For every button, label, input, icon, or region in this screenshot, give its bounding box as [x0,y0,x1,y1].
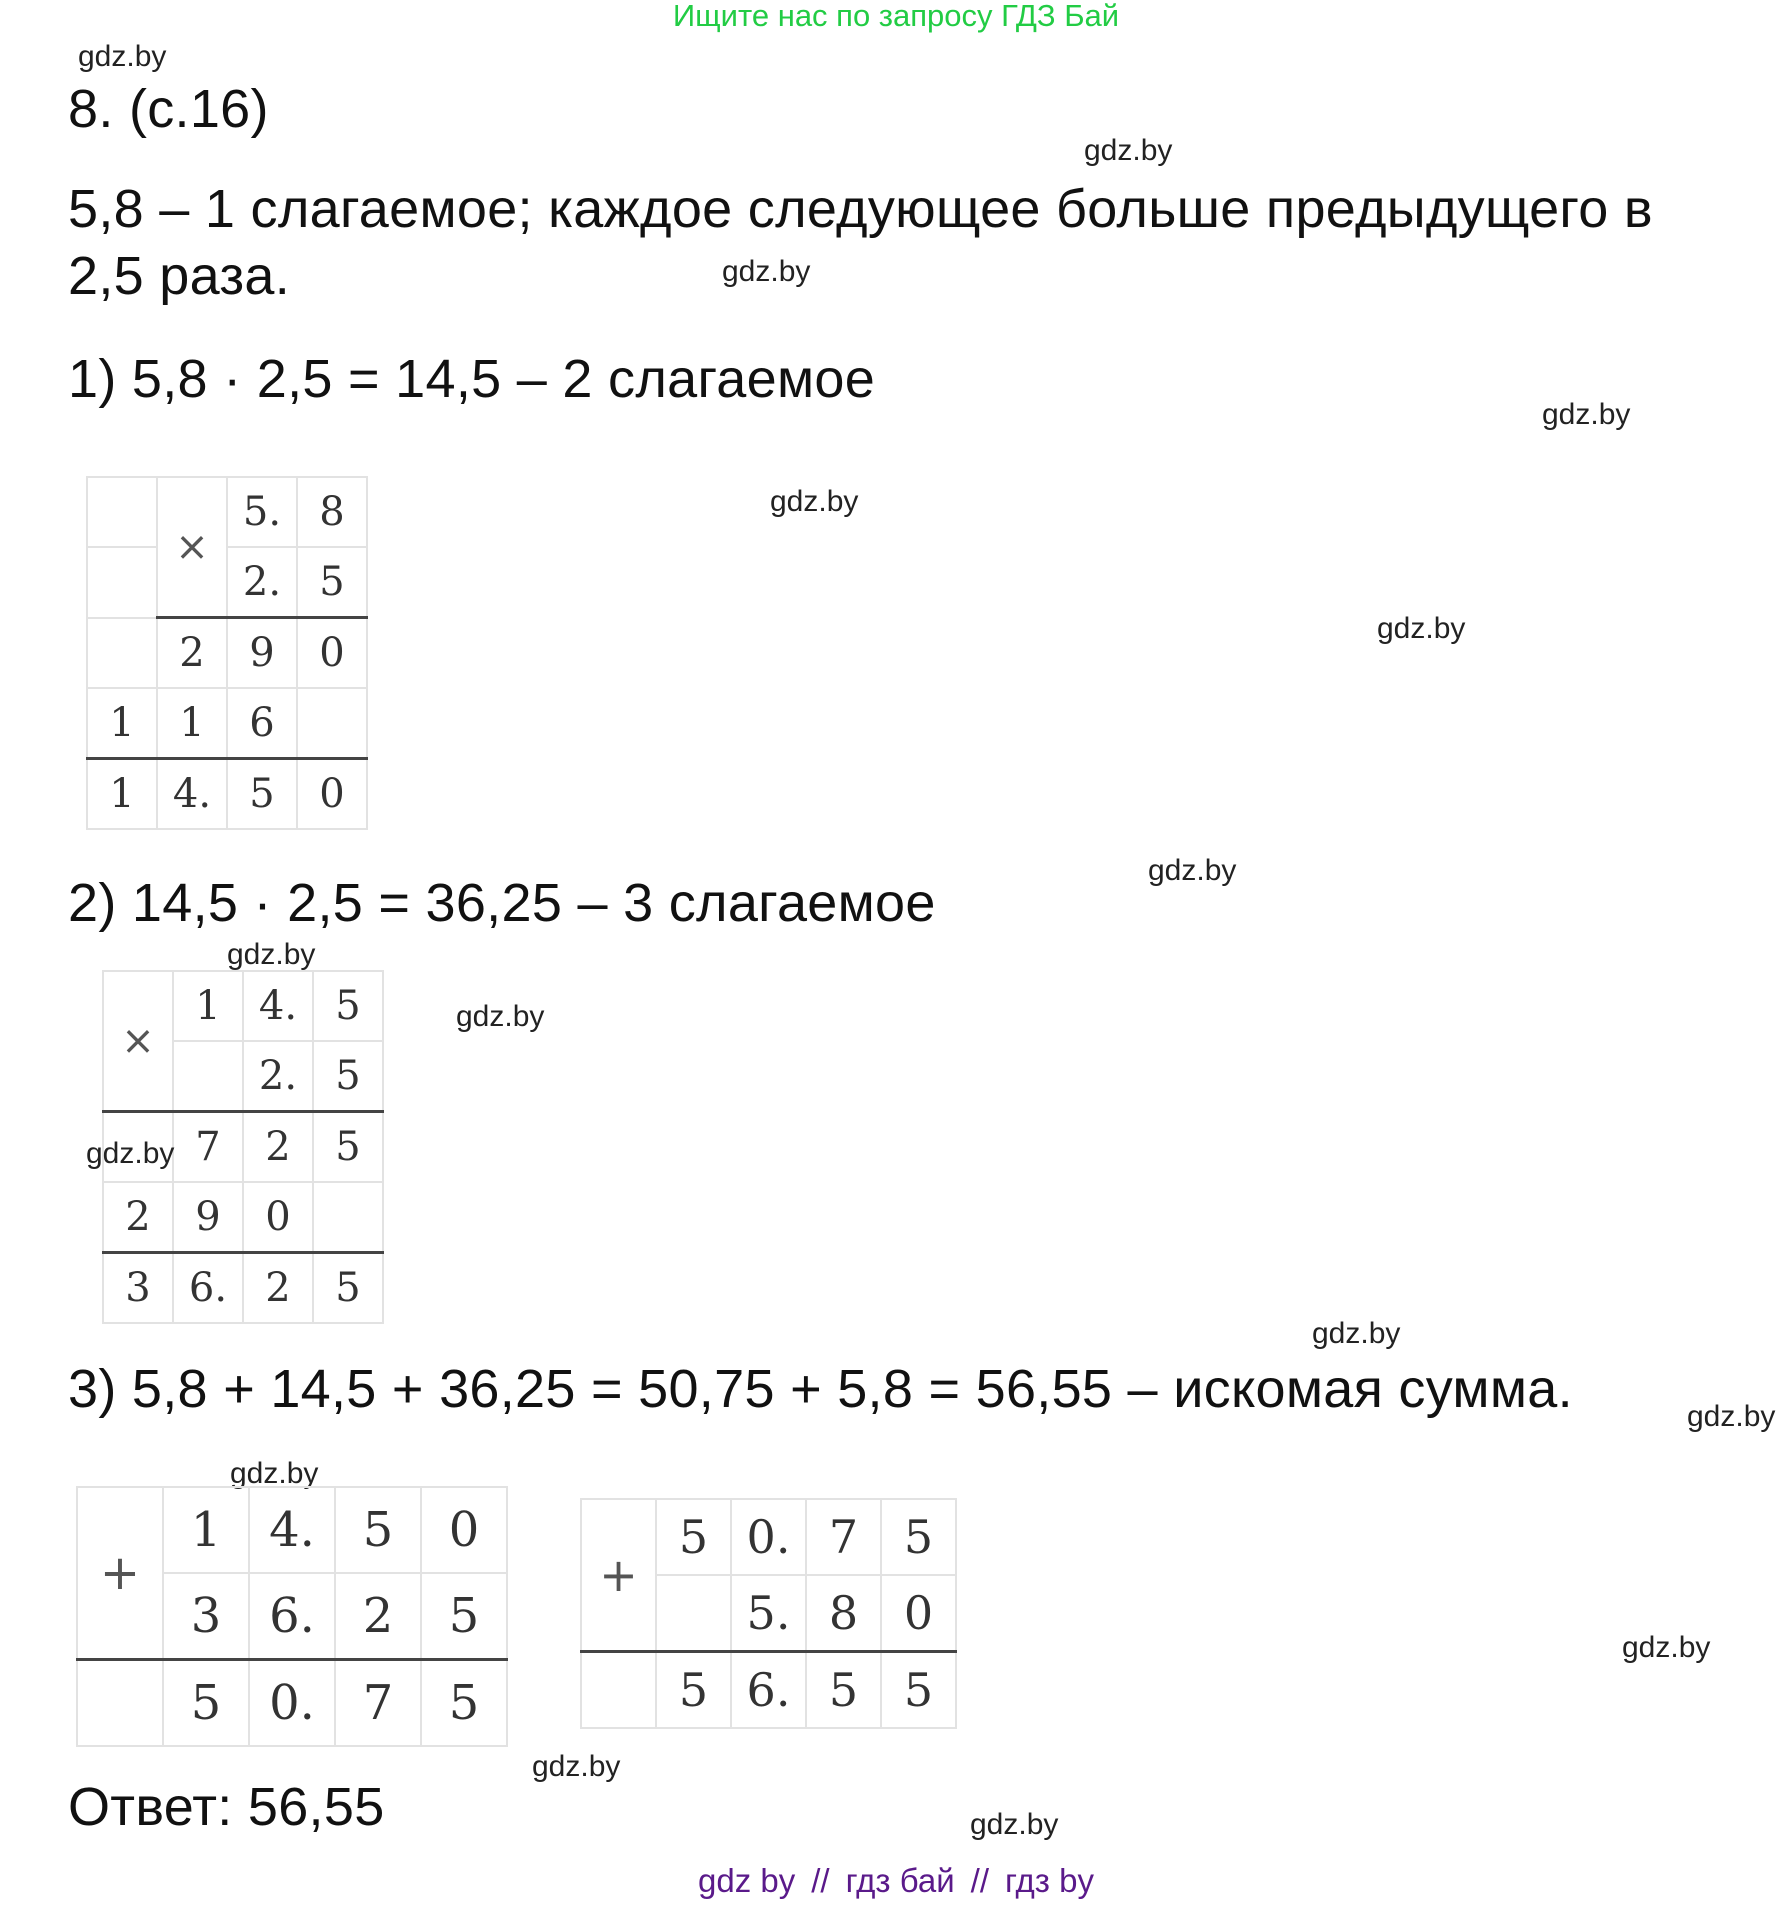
calc-cell: 5 [656,1499,731,1575]
footer-separator: // [970,1862,989,1899]
calc-cell: 8 [297,477,367,547]
calc-cell: 5 [313,1041,383,1112]
calc-cell: 2. [227,547,297,618]
answer: Ответ: 56,55 [68,1777,385,1837]
calc-cell: 3 [163,1573,249,1660]
calc-cell [297,688,367,759]
calc-cell [313,1182,383,1253]
calc-cell: 5 [806,1652,881,1729]
watermark: gdz.by [230,1457,319,1490]
watermark: gdz.by [456,1000,545,1033]
calc-cell: 5 [881,1499,956,1575]
calc-cell [581,1652,656,1729]
calc-cell: 6. [731,1652,806,1729]
multiplication-column-1 [86,476,368,830]
calc-cell: 4. [249,1487,335,1573]
footer-links [0,1862,1792,1900]
calc-cell: 2 [157,618,227,689]
calc-cell: 2 [103,1182,173,1253]
calc-cell: 0 [297,618,367,689]
calc-cell: 7 [806,1499,881,1575]
calc-cell [173,1041,243,1112]
calc-cell: 5 [421,1660,507,1747]
calc-cell: 8 [806,1575,881,1652]
calc-cell: 0 [421,1487,507,1573]
plus-sign-icon: + [77,1487,163,1660]
calc-cell: 9 [227,618,297,689]
calc-cell [87,547,157,618]
calc-cell: 5. [731,1575,806,1652]
watermark: gdz.by [1148,854,1237,887]
calc-cell: 5 [313,1253,383,1324]
calc-cell [87,477,157,547]
calc-cell: 6. [249,1573,335,1660]
calc-cell: 2 [243,1112,313,1183]
calc-cell: 5 [335,1487,421,1573]
watermark: gdz.by [1687,1400,1776,1433]
calc-cell: 5 [313,971,383,1041]
intro-line-1: 5,8 – 1 слагаемое; каждое следующее больше предыдущего в [68,179,1653,239]
calc-cell: 6. [173,1253,243,1324]
calc-cell: 0 [243,1182,313,1253]
calc-cell: 1 [87,688,157,759]
footer-link-gdz-bai[interactable]: гдз бай [845,1862,955,1899]
plus-sign-icon: + [581,1499,656,1652]
calc-cell: 0. [731,1499,806,1575]
step-1: 1) 5,8 · 2,5 = 14,5 – 2 слагаемое [68,349,876,409]
watermark: gdz.by [1542,398,1631,431]
search-banner: Ищите нас по запросу ГДЗ Бай [672,0,1120,33]
calc-cell [656,1575,731,1652]
calc-cell: 5 [313,1112,383,1183]
calc-cell: 4. [157,759,227,830]
calc-cell: 3 [103,1253,173,1324]
calc-cell [87,618,157,689]
calc-cell: 7 [335,1660,421,1747]
calc-cell: 7 [173,1112,243,1183]
calc-cell: 5 [163,1660,249,1747]
calc-cell: 6 [227,688,297,759]
addition-column-1 [76,1486,508,1747]
watermark: gdz.by [532,1750,621,1783]
calc-cell: 2 [243,1253,313,1324]
calc-cell: 9 [173,1182,243,1253]
step-2: 2) 14,5 · 2,5 = 36,25 – 3 слагаемое [68,873,936,933]
calc-cell: 5 [297,547,367,618]
step-3: 3) 5,8 + 14,5 + 36,25 = 50,75 + 5,8 = 56,55 – искомая сумма. [68,1359,1573,1419]
calc-cell: 4. [243,971,313,1041]
watermark: gdz.by [770,485,859,518]
calc-cell: 5 [227,759,297,830]
watermark: gdz.by [227,938,316,971]
calc-cell: 0 [881,1575,956,1652]
calc-cell: 2 [335,1573,421,1660]
calc-cell: 0 [297,759,367,830]
calc-cell: 1 [173,971,243,1041]
multiply-sign-icon: × [157,477,227,618]
watermark: gdz.by [1377,612,1466,645]
calc-cell: 1 [157,688,227,759]
watermark: gdz.by [1312,1317,1401,1350]
calc-cell: 1 [87,759,157,830]
footer-link-gdz-by[interactable]: gdz by [698,1862,796,1899]
calc-cell: 1 [163,1487,249,1573]
watermark: gdz.by [970,1808,1059,1841]
calc-cell: 5. [227,477,297,547]
calc-cell [77,1660,163,1747]
watermark: gdz.by [78,40,167,73]
watermark: gdz.by [86,1137,175,1170]
calc-cell: 5 [421,1573,507,1660]
watermark: gdz.by [1084,134,1173,167]
calc-cell: 5 [656,1652,731,1729]
footer-link-gdz-by-cyr[interactable]: гдз by [1005,1862,1094,1899]
multiply-sign-icon: × [103,971,173,1112]
calc-cell: 5 [881,1652,956,1729]
exercise-heading: 8. (с.16) [68,79,269,139]
footer-separator: // [811,1862,830,1899]
calc-cell: 2. [243,1041,313,1112]
calc-cell: 0. [249,1660,335,1747]
intro-line-2: 2,5 раза. [68,246,291,306]
watermark: gdz.by [722,255,811,288]
addition-column-2 [580,1498,957,1729]
watermark: gdz.by [1622,1631,1711,1664]
